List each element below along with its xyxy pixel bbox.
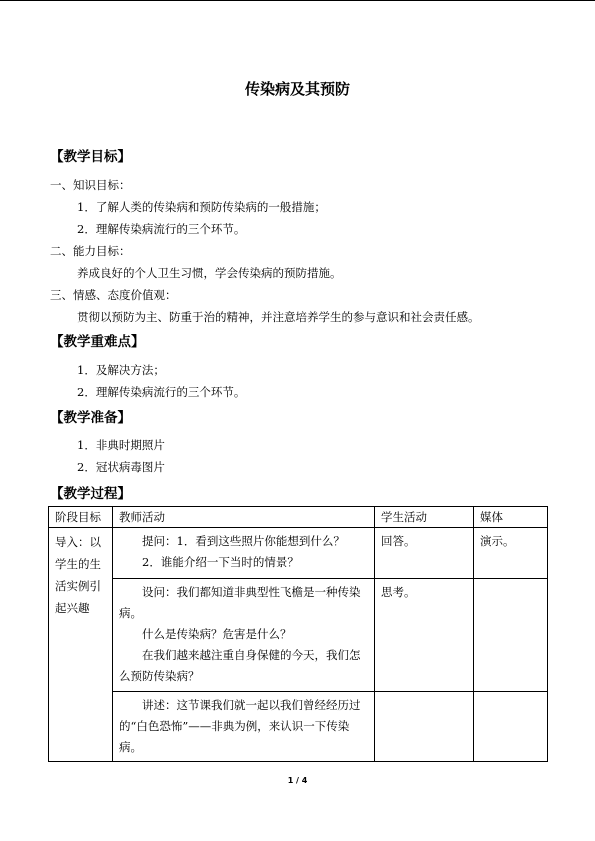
key-point-item: 1．及解决方法；: [77, 363, 165, 377]
media-cell: 演示。: [474, 528, 548, 579]
table-row: [49, 528, 548, 579]
teacher-activity-text: 2．谁能介绍一下当时的情景？: [142, 555, 299, 569]
process-table: [48, 506, 548, 762]
knowledge-goal-item: 2．理解传染病流行的三个环节。: [77, 222, 246, 236]
student-activity-cell: 思考。: [375, 579, 474, 692]
column-header: 教师活动: [113, 507, 375, 528]
media-cell: [474, 692, 548, 762]
stage-goal-cell: 导入：以学生的生活实例引起兴趣: [49, 528, 113, 762]
table-header-row: [49, 507, 548, 528]
section-heading-process: 【教学过程】: [50, 486, 131, 502]
section-heading-preparation: 【教学准备】: [50, 410, 131, 426]
column-header: 媒体: [474, 507, 548, 528]
key-point-item: 2．理解传染病流行的三个环节。: [77, 385, 246, 399]
emotion-goal-text: 贯彻以预防为主、防重于治的精神，并注意培养学生的参与意识和社会责任感。: [77, 310, 480, 324]
section-heading-goals: 【教学目标】: [50, 149, 131, 165]
teacher-activity-text: 在我们越来越注重自身保健的今天，我们怎么预防传染病？: [119, 648, 361, 683]
preparation-item: 2．冠状病毒图片: [77, 460, 165, 474]
page-number: 1 / 4: [287, 776, 308, 785]
teacher-activity-cell: [113, 692, 375, 762]
teacher-activity-text: 什么是传染病？危害是什么？: [142, 627, 292, 641]
ability-goal-label: 二、能力目标：: [50, 244, 131, 258]
teacher-activity-text: 讲述：这节课我们就一起以我们曾经经历过的“白色恐怖”——非典为例，来认识一下传染病。: [119, 698, 361, 754]
column-header: 学生活动: [375, 507, 474, 528]
emotion-goal-label: 三、情感、态度价值观：: [50, 288, 177, 302]
teacher-activity-text: 提问：1．看到这些照片你能想到什么？: [142, 534, 345, 548]
teacher-activity-cell: [113, 579, 375, 692]
table-row: [49, 579, 548, 692]
table-row: [49, 692, 548, 762]
knowledge-goal-label: 一、知识目标：: [50, 178, 131, 192]
header-rule: [0, 0, 595, 1]
column-header: 阶段目标: [49, 507, 113, 528]
media-cell: [474, 579, 548, 692]
knowledge-goal-item: 1．了解人类的传染病和预防传染病的一般措施；: [77, 200, 326, 214]
teacher-activity-cell: [113, 528, 375, 579]
page-title: 传染病及其预防: [244, 80, 350, 98]
student-activity-cell: [375, 692, 474, 762]
student-activity-cell: 回答。: [375, 528, 474, 579]
preparation-item: 1．非典时期照片: [77, 438, 165, 452]
teacher-activity-text: 设问：我们都知道非典型性飞檐是一种传染病。: [119, 585, 361, 620]
section-heading-key-points: 【教学重难点】: [50, 334, 145, 350]
ability-goal-text: 养成良好的个人卫生习惯，学会传染病的预防措施。: [77, 266, 342, 280]
